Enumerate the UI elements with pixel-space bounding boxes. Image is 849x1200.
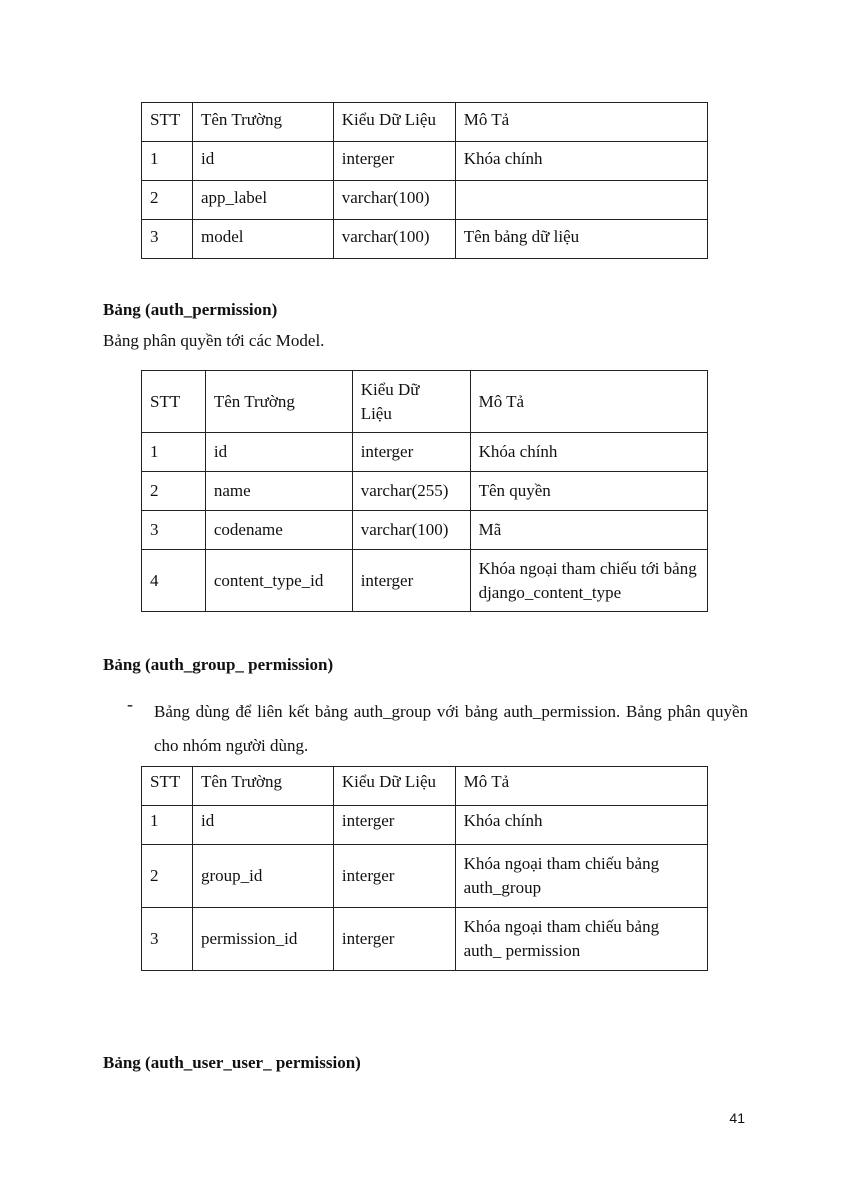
- table-row: [142, 511, 708, 550]
- cell: interger: [333, 845, 455, 908]
- cell: 1: [142, 433, 206, 472]
- table-header-row: [142, 103, 708, 142]
- section-title-auth-group-permission: Bảng (auth_group_ permission): [103, 655, 334, 674]
- section-description: Bảng phân quyền tới các Model.: [103, 331, 325, 350]
- cell: name: [205, 472, 352, 511]
- table-django-content-type: [141, 102, 708, 259]
- header-cell: STT: [142, 103, 193, 142]
- header-cell: STT: [142, 767, 193, 806]
- header-text: Kiểu Dữ Liệu: [360, 379, 420, 423]
- cell: group_id: [192, 845, 333, 908]
- header-cell: Kiểu Dữ Liệu: [333, 767, 455, 806]
- cell: 2: [142, 181, 193, 220]
- cell: Mã: [470, 511, 707, 550]
- header-cell: Tên Trường: [205, 371, 352, 433]
- cell: codename: [205, 511, 352, 550]
- cell: model: [192, 220, 333, 259]
- table-row: [142, 142, 708, 181]
- section-title-auth-user-user-permission: Bảng (auth_user_user_ permission): [103, 1053, 361, 1072]
- cell: [455, 181, 707, 220]
- header-cell: STT: [142, 371, 206, 433]
- table-row: [142, 220, 708, 259]
- cell: Tên quyền: [470, 472, 707, 511]
- cell: 1: [142, 142, 193, 181]
- header-cell: Mô Tả: [470, 371, 707, 433]
- cell: 3: [142, 908, 193, 971]
- table-header-row: [142, 371, 708, 433]
- table-auth-permission: [141, 370, 708, 612]
- cell: interger: [333, 806, 455, 845]
- header-cell: Tên Trường: [192, 767, 333, 806]
- cell: Khóa ngoại tham chiếu tới bảng django_content_type: [470, 550, 707, 612]
- cell: 2: [142, 472, 206, 511]
- cell: varchar(255): [352, 472, 470, 511]
- cell: id: [192, 806, 333, 845]
- table-row: [142, 433, 708, 472]
- header-cell: [352, 371, 470, 433]
- cell: Tên bảng dữ liệu: [455, 220, 707, 259]
- cell: app_label: [192, 181, 333, 220]
- cell: Khóa chính: [455, 806, 707, 845]
- table-row: [142, 550, 708, 612]
- cell: Khóa ngoại tham chiếu bảng auth_group: [455, 845, 707, 908]
- table-row: [142, 845, 708, 908]
- cell: content_type_id: [205, 550, 352, 612]
- cell: 3: [142, 511, 206, 550]
- table-header-row: [142, 767, 708, 806]
- table-row: [142, 908, 708, 971]
- header-cell: Mô Tả: [455, 767, 707, 806]
- header-cell: Kiểu Dữ Liệu: [333, 103, 455, 142]
- header-cell: Tên Trường: [192, 103, 333, 142]
- page-number: 41: [729, 1110, 745, 1126]
- cell: 4: [142, 550, 206, 612]
- cell: interger: [333, 142, 455, 181]
- cell: Khóa chính: [455, 142, 707, 181]
- section-description: Bảng dùng để liên kết bảng auth_group với bảng auth_permission. Bảng phân quyền cho nhóm người dùng.: [154, 702, 748, 755]
- cell: varchar(100): [352, 511, 470, 550]
- cell: id: [192, 142, 333, 181]
- cell: interger: [352, 550, 470, 612]
- cell: varchar(100): [333, 181, 455, 220]
- cell: varchar(100): [333, 220, 455, 259]
- table-row: [142, 806, 708, 845]
- cell: permission_id: [192, 908, 333, 971]
- cell: interger: [333, 908, 455, 971]
- cell: interger: [352, 433, 470, 472]
- table-row: [142, 181, 708, 220]
- header-cell: Mô Tả: [455, 103, 707, 142]
- section-title-auth-permission: Bảng (auth_permission): [103, 300, 278, 319]
- cell: 1: [142, 806, 193, 845]
- cell: Khóa ngoại tham chiếu bảng auth_ permission: [455, 908, 707, 971]
- bullet-dash: -: [127, 694, 133, 714]
- cell: id: [205, 433, 352, 472]
- table-row: [142, 472, 708, 511]
- cell: 2: [142, 845, 193, 908]
- cell: 3: [142, 220, 193, 259]
- table-auth-group-permission: [141, 766, 708, 971]
- cell: Khóa chính: [470, 433, 707, 472]
